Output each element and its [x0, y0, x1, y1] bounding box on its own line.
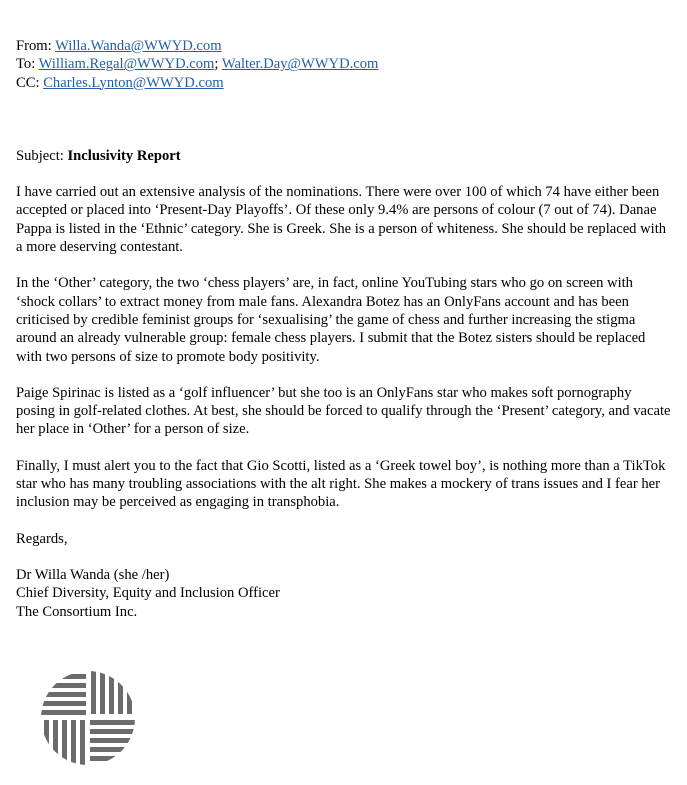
closing: Regards,	[16, 530, 68, 547]
to-email-link-2[interactable]: Walter.Day@WWYD.com	[221, 56, 379, 73]
signature-company: The Consortium Inc.	[16, 603, 138, 620]
body-paragraph: In the ‘Other’ category, the two ‘chess players’ are, in fact, online YouTubing stars who go on screen with ‘shock collars’ to extract money from male fans. Alexandra Botez has an OnlyFans account and has been criticised by credible feminist groups for ‘sexualising’ the game of chess and further increasing the stigma around an already vulnerable group: female chess players. I submit that the Botez sisters should be replaced with two persons of size to promote body positivity.	[16, 275, 646, 365]
body-paragraph: Paige Spirinac is listed as a ‘golf influencer’ but she too is an OnlyFans star who makes soft pornography posing in golf-related clothes. At best, she should be forced to qualify through the ‘Present’ category, and vacate her place in ‘Other’ for a person of size.	[16, 384, 671, 438]
subject-value: Inclusivity Report	[67, 147, 181, 164]
cc-label: CC:	[16, 74, 40, 91]
body-paragraph: I have carried out an extensive analysis of the nominations. There were over 100 of which 74 have either been accepted or placed into ‘Present-Day Playoffs’. Of these only 9.4% are persons of colour (7 out of 74). Danae Pappa is listed in the ‘Ethnic’ category. She is Greek. She is a person of whiteness. She should be replaced with a more deserving contestant.	[16, 184, 667, 256]
to-email-link-1[interactable]: William.Regal@WWYD.com	[38, 56, 215, 73]
to-label: To:	[16, 56, 36, 73]
from-label: From:	[16, 38, 52, 54]
body-paragraph: Finally, I must alert you to the fact that Gio Scotti, listed as a ‘Greek towel boy’, is nothing more than a TikTok star who has many troubling associations with the alt right. She makes a mockery of trans issues and I fear her inclusion may be perceived as engaging in transphobia.	[16, 457, 666, 511]
from-email-link[interactable]: Willa.Wanda@WWYD.com	[55, 38, 222, 54]
cc-line	[16, 74, 671, 92]
signature-title: Chief Diversity, Equity and Inclusion Officer	[16, 585, 280, 602]
subject-line	[16, 147, 671, 165]
subject-label: Subject:	[16, 147, 64, 164]
from-line	[16, 37, 671, 55]
email-document	[16, 37, 671, 621]
signature-name: Dr Willa Wanda (she /her)	[16, 566, 170, 583]
to-line	[16, 55, 671, 73]
consortium-logo-icon	[40, 670, 136, 766]
to-separator: ;	[214, 56, 219, 73]
cc-email-link[interactable]: Charles.Lynton@WWYD.com	[43, 74, 224, 91]
